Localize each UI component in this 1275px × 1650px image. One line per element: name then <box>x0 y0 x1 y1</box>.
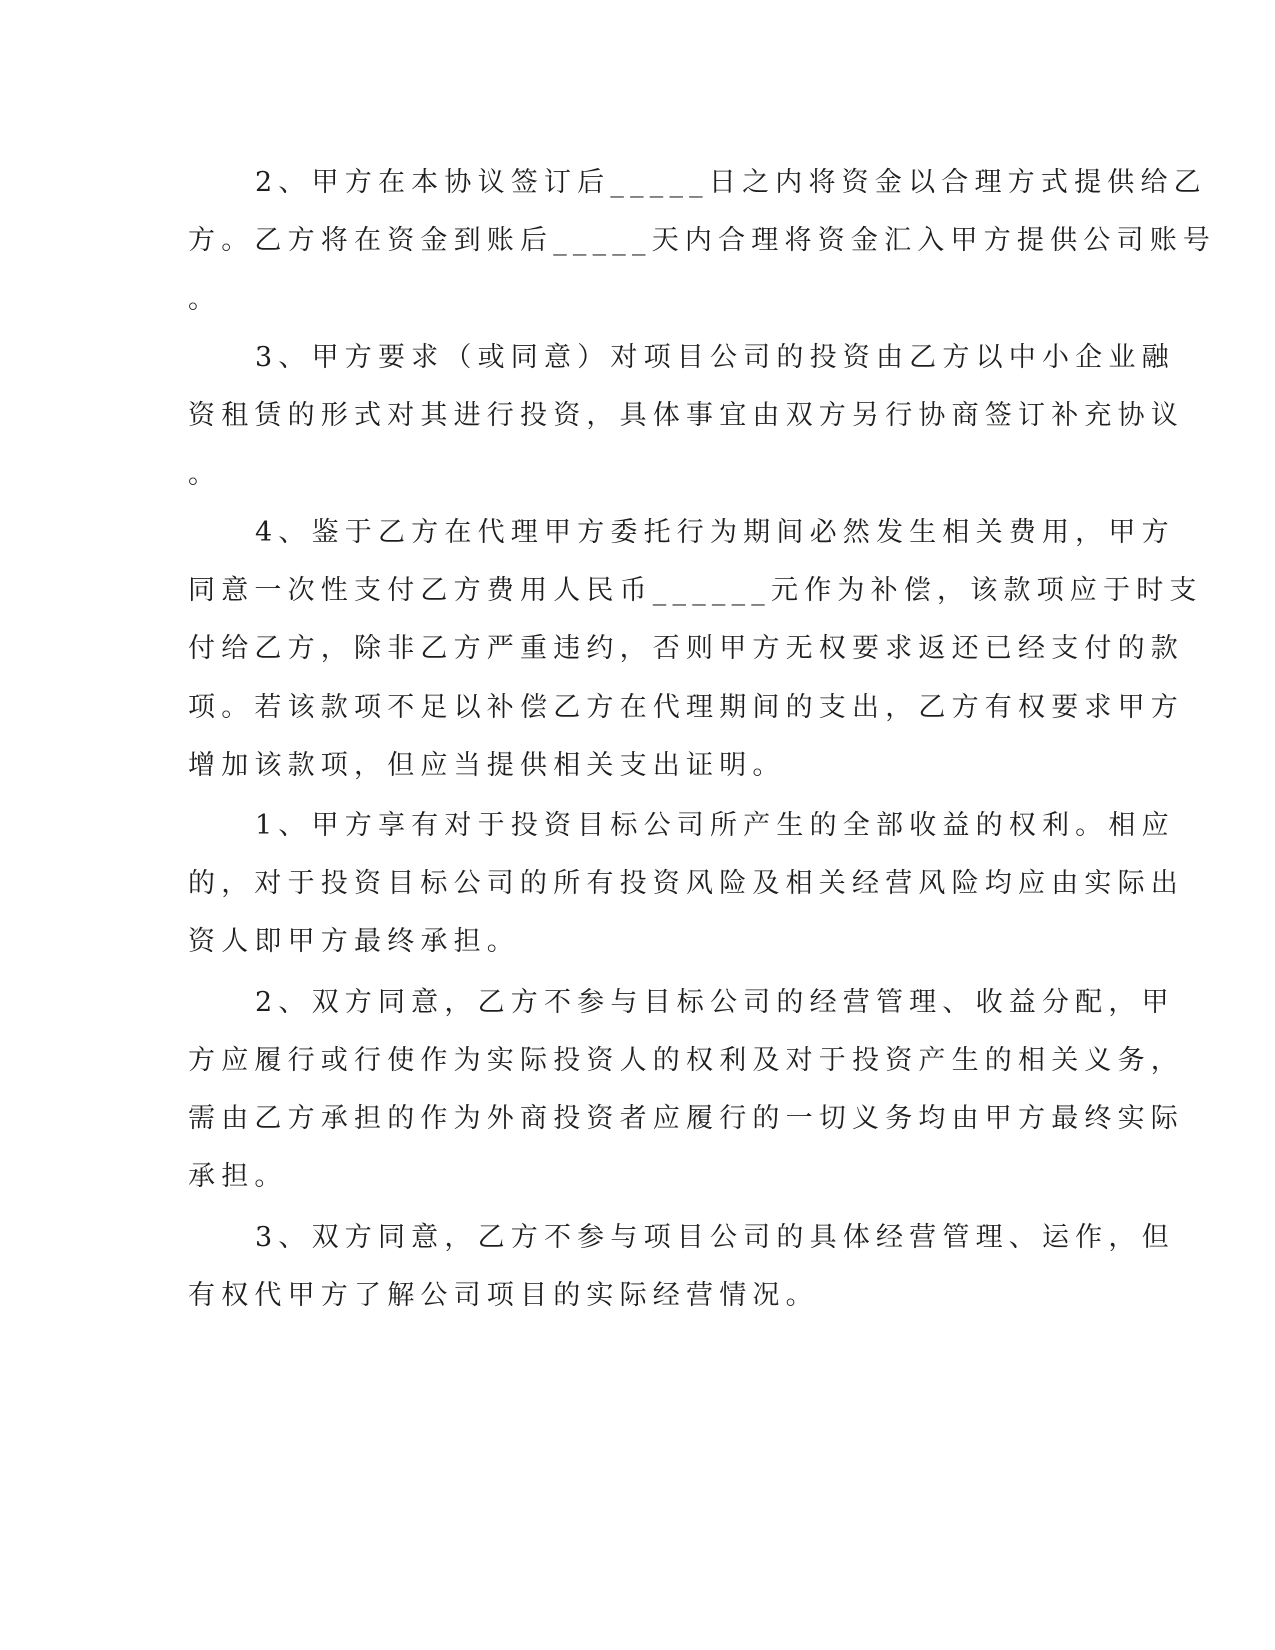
clause-2-line-2: 方应履行或行使作为实际投资人的权利及对于投资产生的相关义务， <box>188 1045 1184 1076</box>
clause-1-line-2: 的，对于投资目标公司的所有投资风险及相关经营风险均应由实际出 <box>188 868 1184 899</box>
paragraph-3-line-3: 。 <box>188 459 222 490</box>
paragraph-4-line-3: 付给乙方，除非乙方严重违约，否则甲方无权要求返还已经支付的款 <box>188 633 1184 664</box>
paragraph-4-line-4: 项。若该款项不足以补偿乙方在代理期间的支出，乙方有权要求甲方 <box>188 692 1184 723</box>
clause-3-line-1: 3、双方同意，乙方不参与项目公司的具体经营管理、运作，但 <box>255 1222 1175 1253</box>
clause-3-line-2: 有权代甲方了解公司项目的实际经营情况。 <box>188 1280 819 1311</box>
clause-2-line-1: 2、双方同意，乙方不参与目标公司的经营管理、收益分配，甲 <box>255 987 1175 1018</box>
paragraph-4-line-5: 增加该款项，但应当提供相关支出证明。 <box>188 750 786 781</box>
paragraph-4-line-2: 同意一次性支付乙方费用人民币______元作为补偿，该款项应于时支 <box>188 575 1203 606</box>
clause-2-line-4: 承担。 <box>188 1161 288 1192</box>
paragraph-4-line-1: 4、鉴于乙方在代理甲方委托行为期间必然发生相关费用，甲方 <box>255 517 1175 548</box>
clause-2-line-3: 需由乙方承担的作为外商投资者应履行的一切义务均由甲方最终实际 <box>188 1103 1184 1134</box>
clause-1-line-3: 资人即甲方最终承担。 <box>188 926 520 957</box>
paragraph-3-line-1: 3、甲方要求（或同意）对项目公司的投资由乙方以中小企业融 <box>255 342 1175 373</box>
clause-1-line-1: 1、甲方享有对于投资目标公司所产生的全部收益的权利。相应 <box>255 810 1175 841</box>
paragraph-2-line-3: 。 <box>188 284 222 315</box>
paragraph-3-line-2: 资租赁的形式对其进行投资，具体事宜由双方另行协商签订补充协议 <box>188 400 1184 431</box>
paragraph-2-line-2: 方。乙方将在资金到账后_____天内合理将资金汇入甲方提供公司账号 <box>188 225 1217 256</box>
paragraph-2-line-1: 2、甲方在本协议签订后_____日之内将资金以合理方式提供给乙 <box>255 167 1207 198</box>
